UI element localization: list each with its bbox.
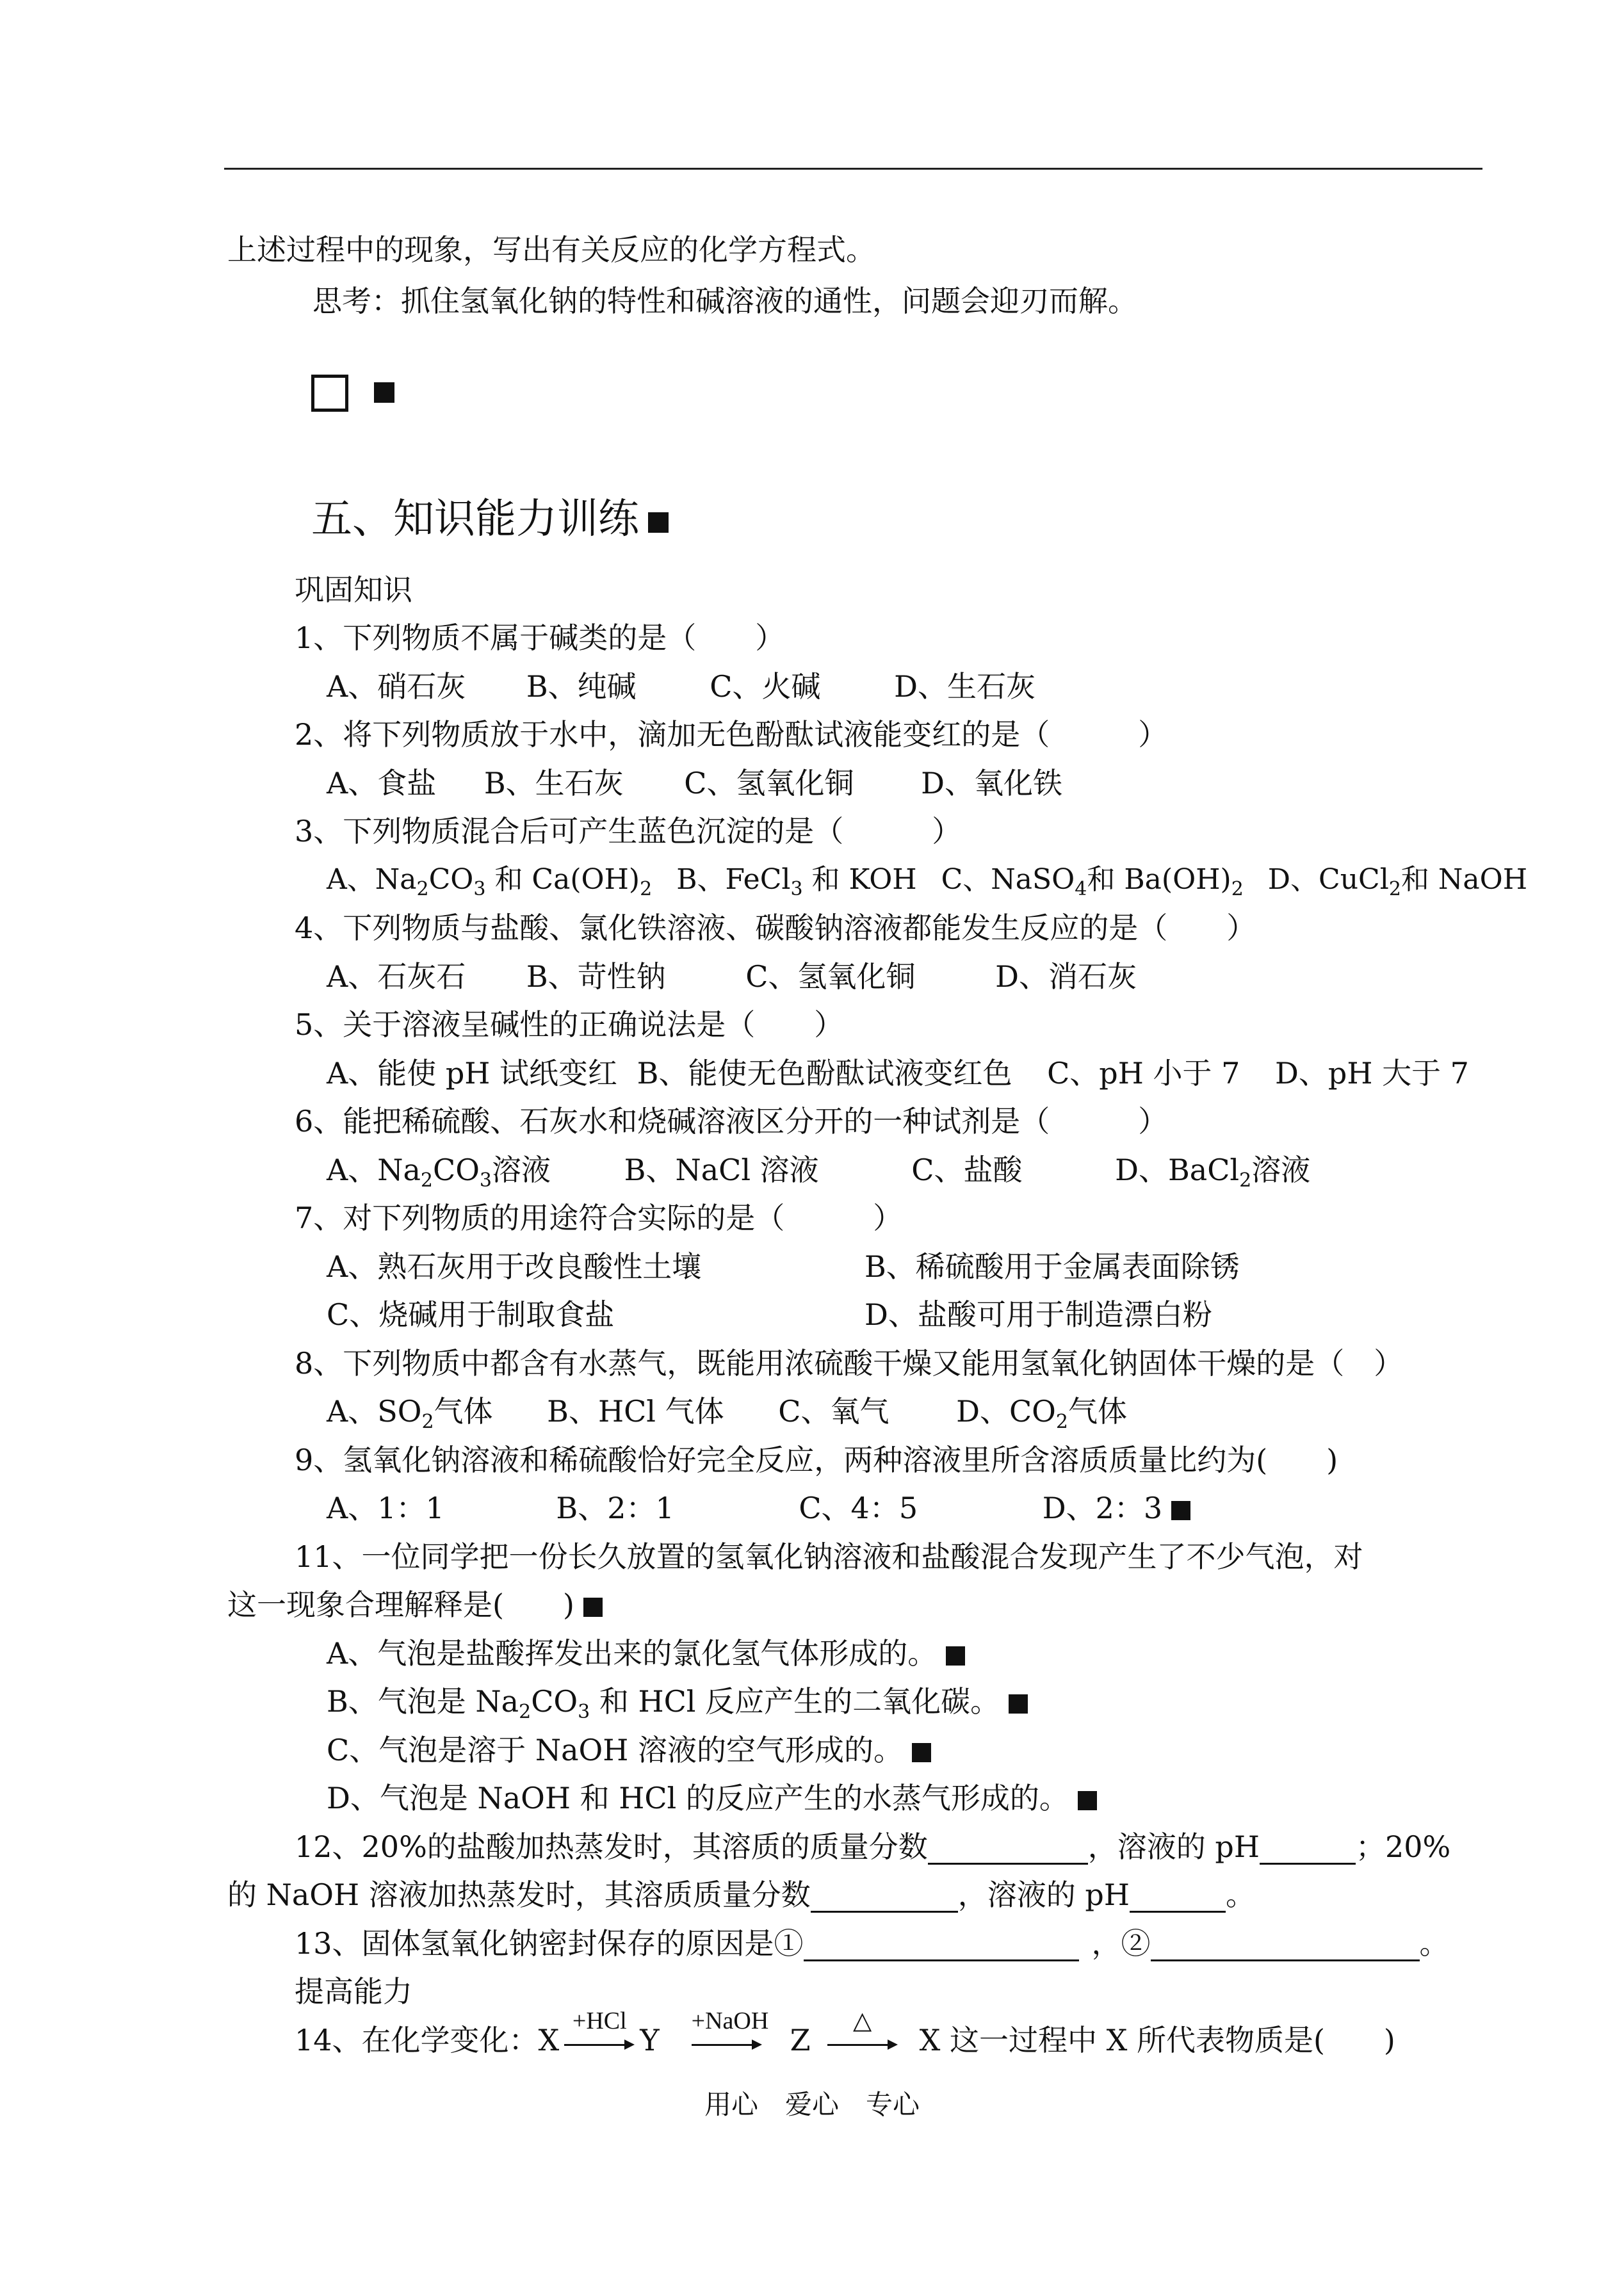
option-c: C、pH 小于 7	[1047, 1056, 1240, 1091]
answer-blank[interactable]	[1151, 1934, 1420, 1961]
option-b: B、2：1	[556, 1491, 674, 1525]
question-4-stem: 4、下列物质与盐酸、氯化铁溶液、碳酸钠溶液都能发生反应的是（ ）	[295, 911, 1256, 945]
option-b: B、生石灰	[483, 766, 624, 800]
answer-blank[interactable]	[1260, 1837, 1356, 1865]
option-a: A、能使 pH 试纸变红	[327, 1056, 618, 1091]
option-a: A、硝石灰	[327, 669, 466, 704]
option-b: B、纯碱	[526, 669, 637, 704]
question-12-line1: 12、20%的盐酸加热蒸发时，其溶质的质量分数 ，溶液的 pH ；20%	[295, 1829, 1451, 1864]
checkbox-square	[311, 375, 348, 412]
option-b: B、苛性钠	[526, 959, 666, 994]
option-b: B、稀硫酸用于金属表面除锈	[865, 1249, 1240, 1284]
option-c: C、火碱	[710, 669, 821, 704]
header-rule	[224, 168, 1482, 170]
question-13: 13、固体氢氧化钠密封保存的原因是① ，② 。	[295, 1926, 1449, 1961]
option-b: B、NaCl 溶液	[624, 1153, 819, 1187]
filled-square-icon	[1171, 1501, 1190, 1520]
filled-square-icon	[1078, 1791, 1097, 1810]
option-a: A、$Na_2CO_3$溶液	[327, 1153, 551, 1192]
question-6-stem: 6、能把稀硫酸、石灰水和烧碱溶液区分开的一种试剂是（ ）	[295, 1104, 1168, 1139]
question-7-stem: 7、对下列物质的用途符合实际的是（ ）	[295, 1201, 903, 1235]
option-a: A、$SO_2$气体	[327, 1394, 493, 1433]
question-5-options	[327, 1055, 1469, 1091]
option-c: C、氢氧化铜	[684, 766, 854, 800]
subheading: 提高能力	[295, 1974, 412, 2009]
option-d: D、盐酸可用于制造漂白粉	[865, 1297, 1212, 1332]
filled-square-icon	[374, 382, 394, 403]
option-c: C、4：5	[799, 1491, 918, 1525]
question-14: 14、在化学变化：X +HCl Y +NaOH Z △ X 这一过程中 X 所代表物质是( )	[295, 2007, 1395, 2057]
page-footer: 用心 爱心 专心	[704, 2089, 920, 2120]
filled-square-icon	[912, 1743, 931, 1762]
reaction-arrow: +HCl	[564, 2022, 635, 2058]
think-line: 思考：抓住氢氧化钠的特性和碱溶液的通性，问题会迎刃而解。	[313, 284, 1137, 318]
filled-square-icon	[1009, 1694, 1028, 1714]
question-8-stem: 8、下列物质中都含有水蒸气，既能用浓硫酸干燥又能用氢氧化钠固体干燥的是（ ）	[295, 1346, 1404, 1381]
option-c: C、气泡是溶于 NaOH 溶液的空气形成的。	[327, 1732, 931, 1768]
answer-blank[interactable]	[804, 1934, 1079, 1961]
question-2-stem: 2、将下列物质放于水中，滴加无色酚酞试液能变红的是（ ）	[295, 717, 1168, 752]
question-6-options	[327, 1152, 1311, 1192]
option-b: B、能使无色酚酞试液变红色	[637, 1056, 1012, 1091]
option-d: D、CuCl$_2$和 NaOH	[1267, 863, 1528, 900]
text-line: 上述过程中的现象，写出有关反应的化学方程式。	[227, 232, 875, 267]
option-c: C、烧碱用于制取食盐	[327, 1297, 615, 1332]
option-b: B、气泡是 $Na_2CO_3$ 和 HCl 反应产生的二氧化碳。	[327, 1683, 1028, 1719]
option-c: C、氢氧化铜	[745, 959, 916, 994]
question-3-stem: 3、下列物质混合后可产生蓝色沉淀的是（ ）	[295, 814, 962, 848]
question-11-stem-cont: 这一现象合理解释是( )	[227, 1587, 603, 1623]
option-d: D、BaCl$_2$溶液	[1115, 1153, 1311, 1192]
option-a: A、熟石灰用于改良酸性土壤	[327, 1249, 702, 1284]
option-b: B、FeCl$_3$ 和 KOH	[676, 863, 917, 900]
question-2-options	[327, 765, 1062, 801]
option-a: A、食盐	[327, 766, 437, 800]
question-11-stem: 11、一位同学把一份长久放置的氢氧化钠溶液和盐酸混合发现产生了不少气泡，对	[295, 1539, 1363, 1574]
option-b: B、HCl 气体	[547, 1394, 724, 1429]
option-a: A、1：1	[327, 1491, 444, 1525]
question-8-options	[327, 1393, 1127, 1433]
subheading: 巩固知识	[295, 572, 412, 607]
reaction-arrow: +NaOH	[692, 2022, 762, 2058]
filled-square-icon	[946, 1646, 965, 1666]
option-c: C、盐酸	[911, 1153, 1023, 1187]
question-12-line2: 的 NaOH 溶液加热蒸发时，其溶质质量分数 ，溶液的 pH 。	[227, 1877, 1255, 1912]
section-title: 五、知识能力训练	[311, 495, 669, 544]
answer-blank[interactable]	[811, 1885, 958, 1913]
option-d: D、$CO_2$气体	[956, 1394, 1127, 1433]
answer-blank[interactable]	[928, 1837, 1088, 1865]
option-a: A、气泡是盐酸挥发出来的氯化氢气体形成的。	[327, 1635, 965, 1671]
question-5-stem: 5、关于溶液呈碱性的正确说法是（ ）	[295, 1007, 844, 1042]
question-1-stem: 1、下列物质不属于碱类的是（ ）	[295, 620, 785, 655]
option-d: D、2：3	[1042, 1491, 1163, 1525]
option-a: A、$Na_2CO_3$ 和 $Ca(OH)_2$	[327, 863, 653, 900]
option-d: D、气泡是 NaOH 和 HCl 的反应产生的水蒸气形成的。	[327, 1780, 1097, 1816]
filled-square-icon	[583, 1598, 603, 1617]
answer-blank[interactable]	[1130, 1885, 1226, 1913]
question-9-stem: 9、氢氧化钠溶液和稀硫酸恰好完全反应，两种溶液里所含溶质质量比约为( )	[295, 1443, 1338, 1477]
filled-square-icon	[648, 512, 669, 533]
option-d: D、生石灰	[894, 669, 1036, 704]
option-d: D、消石灰	[995, 959, 1137, 994]
option-a: A、石灰石	[327, 959, 466, 994]
question-9-options	[327, 1490, 1190, 1526]
question-3-options	[327, 862, 1527, 898]
option-c: C、氧气	[778, 1394, 889, 1429]
question-4-options	[327, 959, 1137, 994]
option-d: D、pH 大于 7	[1275, 1056, 1469, 1091]
option-c: C、NaSO$_4$和 $Ba(OH)_2$	[941, 863, 1244, 900]
reaction-arrow: △	[827, 2022, 898, 2058]
option-d: D、氧化铁	[921, 766, 1063, 800]
question-1-options	[327, 669, 1035, 704]
